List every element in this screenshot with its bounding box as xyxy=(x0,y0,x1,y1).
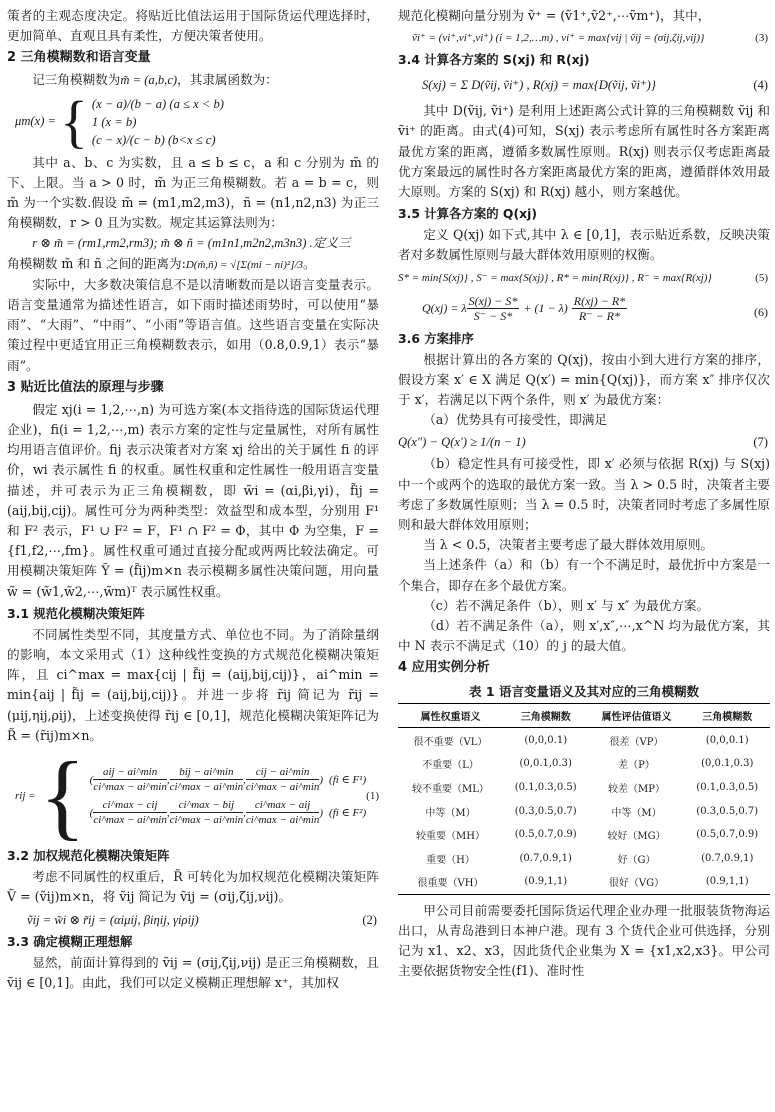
section-3-4-heading: 3.4 计算各方案的 S(xj) 和 R(xj) xyxy=(398,52,590,68)
operation-rules: r ⊗ m̃ = (rm1,rm2,rm3); m̃ ⊗ ñ = (m1n1,m2n2,m3n3) .定义三 xyxy=(32,236,351,251)
q-definition-paragraph: 定义 Q(xj) 如下式,其中 λ ∈ [0,1]，表示贴近系数，反映决策者对多数属性原则与最大群体效用原则的权衡。 xyxy=(398,227,770,263)
equation-6: Q(xj) = λ $\frac{S(xj) - S*}{S^- - S*}$ + (1 − λ) $\frac{R(xj) - R*}{R^- - R*}$ (6) xyxy=(422,293,768,323)
right-column xyxy=(398,6,770,981)
table-header: 三角模糊数 xyxy=(702,712,753,724)
section-3-6-heading: 3.6 方案排序 xyxy=(398,330,474,346)
ideal-vector-paragraph: 规范化模糊向量分别为 ṽ⁺ = (ṽ1⁺,ṽ2⁺,⋯ṽm⁺)，其中， xyxy=(398,8,711,23)
table-header: 三角模糊数 xyxy=(520,712,571,724)
tfn-properties: 其中 a、b、c 为实数，且 a ≤ b ≤ c，a 和 c 分别为 m̃ 的下、上限。当 a > 0 时，m̃ 为正三角模糊数。若 a = b = c，则 m̃ 为一个实数.假设 m̃ = (m1,m2,m3)，ñ = (n1,n2,n3) 为正三角模糊数，r > 0 且为实数。规定其运算法则为： xyxy=(7,154,379,231)
table-row: 很重要（VH） (0.9,1,1) 很好（VG） (0.9,1,1) xyxy=(398,870,770,894)
table-caption: 表 1 语言变量语义及其对应的三角模糊数 xyxy=(469,684,699,700)
table-header-row xyxy=(398,704,770,728)
section-4-heading: 4 应用实例分析 xyxy=(398,660,490,676)
tfn-expression: m̃ = (a,b,c) xyxy=(120,73,178,88)
ideal-solution-paragraph: 显然，前面计算得到的 ṽij = (σij,ζij,νij) 是正三角模糊数，且 ṽij ∈ [0,1]。由此，我们可以定义模糊正理想解 x⁺，其加权 xyxy=(7,954,379,990)
condition-c-intro: 当上述条件（a）和（b）有一个不满足时，最优折中方案是一个集合，即存在多个最优方案。 xyxy=(398,557,770,593)
case-brace: { xyxy=(60,88,88,154)
section-3-1-heading: 3.1 规范化模糊决策矩阵 xyxy=(7,605,145,621)
condition-b: （b）稳定性具有可接受性，即 x′ 必须与依据 R(xj) 与 S(xj) 中一个或两个的选取的最优方案一致。当 λ > 0.5 时，决策者主要考虑了多数属性原则；当 λ = 0.5 时，决策者同时考虑了多属性原则和最大群体效用原则； xyxy=(398,456,770,533)
ranking-paragraph: 根据计算出的各方案的 Q(xj)，按由小到大进行方案的排序，假设方案 x′ ∈ X 满足 Q(x′) = min{Q(xj)}，而方案 x″ 排序仅次于 x′，若满足以下两个条件，则 x′ 为最优方案： xyxy=(398,351,770,408)
membership-function xyxy=(15,88,379,154)
cost-row: ( $\frac{\text{ci\textasciicircum{}max − cij}}{ci\^{}\max - ai\^{}\min}$ , $\frac{\text{ci\textasciicircum{}max − bij}}{ci\^{}\max - ai\^{}\min}$ , $\frac{\text{ci\textasciicircum{}max − aij}}{ci\^{}\max - ai\^{}\min}$ ) (fi ∈ F²) xyxy=(89,799,367,827)
tfn-definition: 记三角模糊数为m̃ = (a,b,c)，其隶属函数为： xyxy=(32,72,278,88)
section-3-5-heading: 3.5 计算各方案的 Q(xj) xyxy=(398,206,538,222)
equation-2: ṽij = w̃i ⊗ r̃ij = (αiμij, βiηij, γiρij) (2) xyxy=(27,912,377,927)
table-row: 重要（H） (0.7,0.9,1) 好（G） (0.7,0.9,1) xyxy=(426,852,754,866)
left-column xyxy=(7,6,379,993)
table-row: 较重要（MH） (0.5,0.7,0.9) 较好（MG） (0.5,0.7,0.9) xyxy=(416,829,759,843)
weighted-matrix-paragraph: 考虑不同属性的权重后，R̃ 可转化为加权规范化模糊决策矩阵 Ṽ = (ṽij)m×n，将 ṽij 简记为 ṽij = (σij,ζij,νij)。 xyxy=(7,869,379,905)
equation-3: ṽi⁺ = (vi⁺,vi⁺,vi⁺) (i = 1,2,…m) , vi⁺ = max{vij | ṽij = (σij,ζij,νij)} (3) xyxy=(412,32,768,45)
table-row: 中等（M） (0.3,0.5,0.7) 中等（M） (0.3,0.5,0.7) xyxy=(425,805,759,819)
condition-d: （d）若不满足条件（a），则 x′,x″,⋯,x^N 均为最优方案，其中 N 表示不满足式（10）的 j 的最大值。 xyxy=(398,618,770,654)
normalization-formula: rij = { ( $\frac{\text{aij − ai\textasciicircum{}min}}{ci\^{}\max - ai\^{}\min}$ , $\frac{\text{bij − ai\textasciicircum{}min}}{ci\^{}\max - ai\^{}\min}$ , $\frac{\text{cij − ai\textasciicircum{}min}}{ci\^{}\max - ai\^{}\min}$ ) (fi ∈ F¹) ( $\frac{\text{ci\textasciicircum{}max − cij}}{ci\^{}\max - ai\^{}\min}$ , $\frac{\text{ci\textasciicircum{}max − bij}}{ci\^{}\max - ai\^{}\min}$ , $\frac{\text{ci\textasciicircum{}max − aij}}{ci\^{}\max - ai\^{}\min}$ ) (fi ∈ F²) (1) xyxy=(15,742,379,850)
s-r-explanation: 其中 D(ṽij, ṽi⁺) 是利用上述距离公式计算的三角模糊数 ṽij 和 ṽi⁺ 的距离。由式(4)可知，S(xj) 表示考虑所有属性时各方案距离最优方案的距离，遵循多数属性原则。R(xj) 则表示仅考虑距离最优方案最远的属性时各方案距离最优方案的距离，遵循群体效用最大原则。方案的 S(xj) 和 R(xj) 越小，则方案越优。 xyxy=(398,103,770,200)
normalization-paragraph: 不同属性类型不同，其度量方式、单位也不同。为了消除量纲的影响，本文采用式（1）这种线性变换的方式规范化模糊决策矩阵，且 ci^max = max{cij | f̃ij = (aij,bij,cij)}，ai^min = min{aij | f̃ij = (aij,bij,cij)}。并进一步将 r̃ij 简记为 r̃ij = (μij,ηij,ρij)，上述变换使得 r̃ij ∈ [0,1]，规范化模糊决策矩阵记为 R̃ = (r̃ij)m×n。 xyxy=(7,626,379,743)
equation-4: S(xj) = Σ D(ṽij, ṽi⁺) , R(xj) = max{D(ṽij, ṽi⁺)} (4) xyxy=(422,78,768,93)
section-2-heading: 2 三角模糊数和语言变量 xyxy=(7,50,151,66)
intro-paragraph: 策者的主观态度决定。将贴近比值法运用于国际货运代理选择时，更加简单、直观且具有柔性，方便决策者使用。 xyxy=(7,8,379,44)
condition-c: （c）若不满足条件（b），则 x′ 与 x″ 为最优方案。 xyxy=(423,597,710,613)
linguistic-variables-paragraph: 实际中，大多数决策信息不是以清晰数而是以语言变量表示。语言变量通常为描述性语言，如下雨时描述雨势时，可以使用“暴雨”、“大雨”、“中雨”、“小雨”等语言值。这些语言变量在实际决策过程中更适宜用正三角模糊数表示，如用（0.8,0.9,1）表示“暴雨”。 xyxy=(7,276,379,373)
membership-lhs: μm(x) = xyxy=(15,114,57,129)
membership-case-3: (c − x)/(c − b) (b<x ≤ c) xyxy=(91,132,216,147)
table-row: 很不重要（VL） (0,0,0.1) 很差（VP） (0,0,0.1) xyxy=(413,734,749,748)
table-header: 属性权重语义 xyxy=(420,712,481,724)
method-assumptions: 假定 xj(i = 1,2,⋯,n) 为可选方案(本文指待选的国际货运代理企业)，fi(i = 1,2,⋯,m) 表示方案的定性与定量属性，对所有属性均用语言值评价。fij 表示决策者对方案 xj 给出的关于属性 fi 的评价，wi 表示属性 fi 的权重。属性权重和定性属性一般用语言变量描述，并可表示为正三角模糊数，即 w̃i = (αi,βi,γi)，f̃ij = (aij,bij,cij)。属性可分为两种类型：效益型和成本型，分别用 F¹ 和 F² 表示，F¹ ∪ F² = F，F¹ ∩ F² = Φ，其中 Φ 为空集，F = {f1,f2,⋯,fm}。属性权重可通过直接分配或两两比较法确定。可用模糊决策矩阵 Ỹ = (f̃ij)m×n 表示模糊多属性决策问题，用向量 w̃ = (w̃1,w̃2,⋯,w̃m)ᵀ 表示属性权重。 xyxy=(7,401,379,599)
equation-1-number: (1) xyxy=(366,790,379,803)
equation-7: Q(x″) − Q(x′) ≥ 1/(n − 1) (7) xyxy=(398,435,768,450)
section-3-2-heading: 3.2 加权规范化模糊决策矩阵 xyxy=(7,848,170,864)
table-header: 属性评估值语义 xyxy=(601,712,672,724)
membership-case-2: 1 (x = b) xyxy=(91,114,137,129)
benefit-row: ( $\frac{\text{aij − ai\textasciicircum{}min}}{ci\^{}\max - ai\^{}\min}$ , $\frac{\text{bij − ai\textasciicircum{}min}}{ci\^{}\max - ai\^{}\min}$ , $\frac{\text{cij − ai\textasciicircum{}min}}{ci\^{}\max - ai\^{}\min}$ ) (fi ∈ F¹) xyxy=(89,766,367,794)
distance-definition: 角模糊数 m̃ 和 ñ 之间的距离为:D(m̃,ñ) = √[Σ(mi − ni)²]/3。 xyxy=(7,255,316,271)
section-3-heading: 3 贴近比值法的原理与步骤 xyxy=(7,379,164,395)
case-study-paragraph: 甲公司目前需要委托国际货运代理企业办理一批服装货物海运出口，从青岛港到日本神户港。现有 3 个货代企业可供选择，分别记为 x1、x2、x3，因此货代企业集为 X = {x1,x2,x3}。甲公司主要依据货物安全性(f1)、准时性 xyxy=(398,902,770,979)
table-row: 不重要（L） (0,0.1,0.3) 差（P） (0,0.1,0.3) xyxy=(422,758,754,772)
section-3-3-heading: 3.3 确定模糊正理想解 xyxy=(7,933,133,949)
table-row: 较不重要（ML） (0.1,0.3,0.5) 较差（MP） (0.1,0.3,0.5) xyxy=(412,781,759,795)
distance-formula: D(m̃,ñ) = √[Σ(mi − ni)²]/3 xyxy=(185,258,304,271)
equation-5: S* = min{S(xj)} , S⁻ = max{S(xj)} , R* = min{R(xj)} , R⁻ = max{R(xj)} (5) xyxy=(398,271,768,284)
condition-b-cont: 当 λ < 0.5，决策者主要考虑了最大群体效用原则。 xyxy=(423,537,714,553)
linguistic-table xyxy=(398,703,770,894)
membership-case-1: (x − a)/(b − a) (a ≤ x < b) xyxy=(91,96,224,111)
condition-a: （a）优势具有可接受性，即满足 xyxy=(423,412,608,428)
